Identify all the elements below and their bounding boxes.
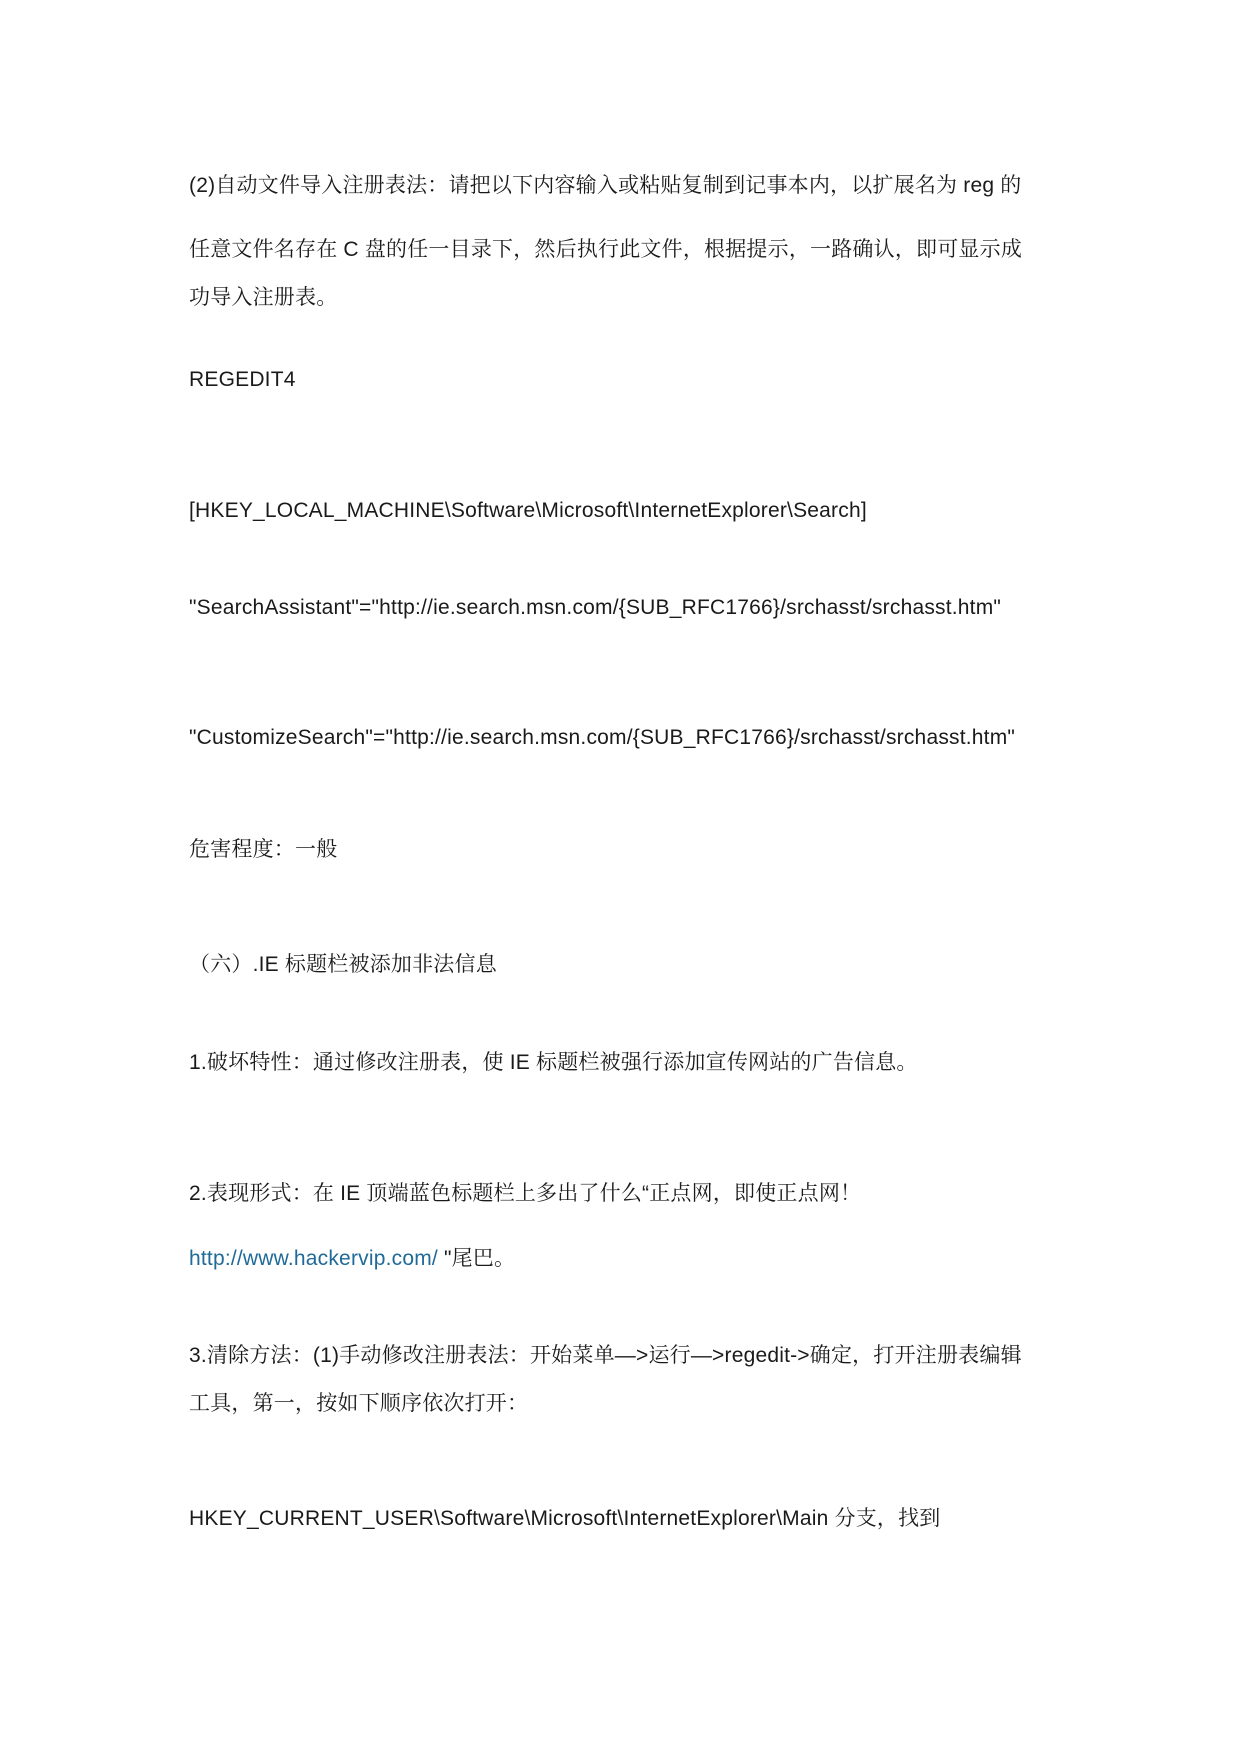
paragraph-line: 工具，第一，按如下顺序依次打开：: [189, 1392, 529, 1415]
registry-key-path: HKEY_CURRENT_USER\Software\Microsoft\InternetExplorer\Main 分支，找到: [189, 1507, 941, 1530]
paragraph-line: 2.表现形式：在 IE 顶端蓝色标题栏上多出了什么“正点网，即使正点网！: [189, 1182, 862, 1205]
url-line: [189, 1245, 515, 1273]
registry-header: REGEDIT4: [189, 368, 296, 391]
section-heading: （六）.IE 标题栏被添加非法信息: [189, 953, 497, 976]
paragraph-line: 1.破坏特性：通过修改注册表，使 IE 标题栏被强行添加宣传网站的广告信息。: [189, 1051, 918, 1074]
paragraph-line: (2)自动文件导入注册表法：请把以下内容输入或粘贴复制到记事本内，以扩展名为 reg 的: [189, 174, 1022, 197]
hackervip-link[interactable]: http://www.hackervip.com/: [189, 1247, 438, 1270]
registry-key-path: [HKEY_LOCAL_MACHINE\Software\Microsoft\InternetExplorer\Search]: [189, 499, 867, 522]
registry-value-line: "SearchAssistant"="http://ie.search.msn.com/{SUB_RFC1766}/srchasst/srchasst.htm": [189, 596, 1002, 619]
registry-value-line: "CustomizeSearch"="http://ie.search.msn.com/{SUB_RFC1766}/srchasst/srchasst.htm": [189, 726, 1016, 749]
paragraph-line: 3.清除方法：(1)手动修改注册表法：开始菜单—>运行—>regedit->确定，打开注册表编辑: [189, 1344, 1022, 1367]
paragraph-line: 功导入注册表。: [189, 286, 338, 309]
url-line-suffix: "尾巴。: [437, 1247, 516, 1270]
paragraph-line: 任意文件名存在 C 盘的任一目录下，然后执行此文件，根据提示，一路确认，即可显示成: [189, 238, 1023, 261]
severity-line: 危害程度：一般: [189, 838, 338, 861]
